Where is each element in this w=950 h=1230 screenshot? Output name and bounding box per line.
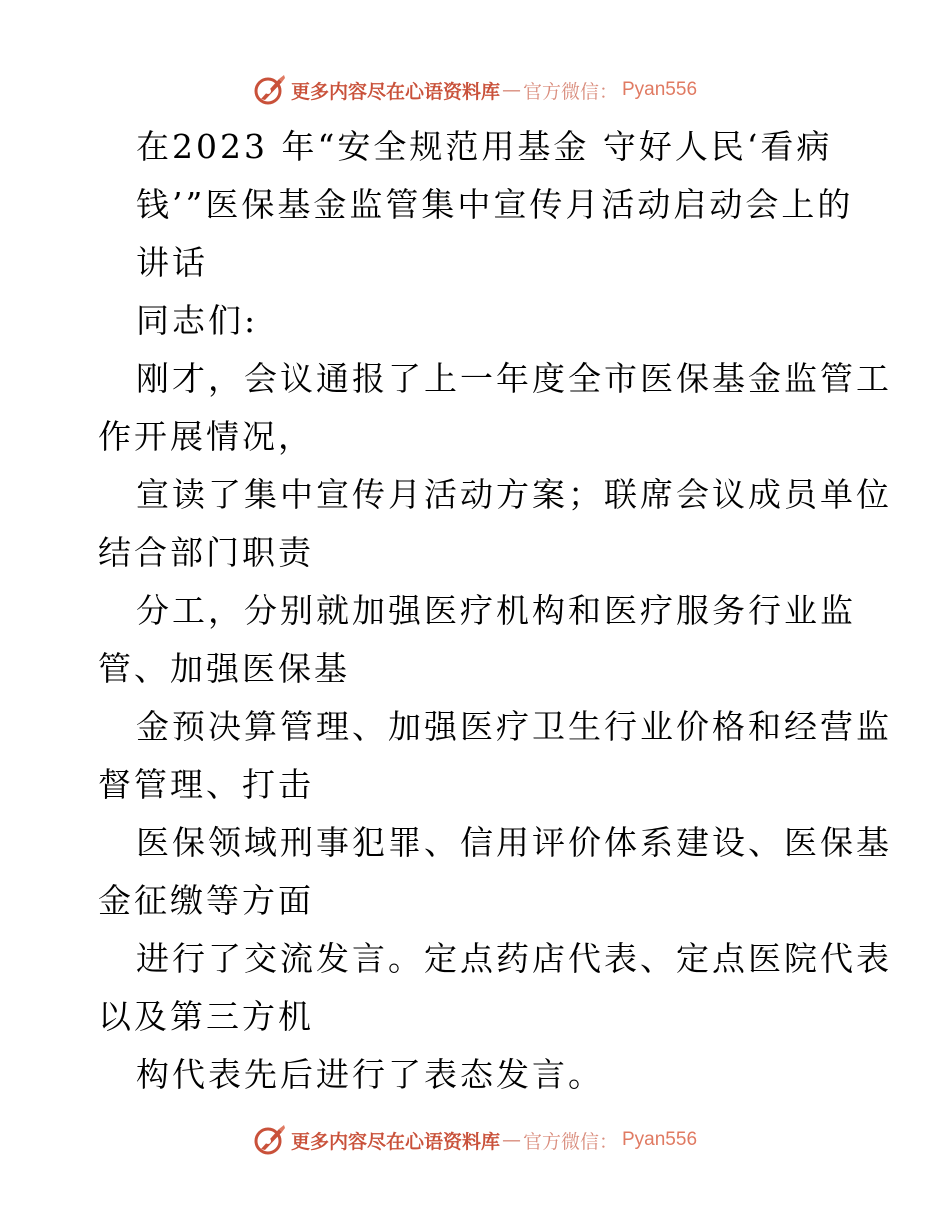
text-line: 在2023 年“安全规范用基金 守好人民‘看病: [136, 127, 833, 166]
document-body: [98, 118, 892, 1104]
watermark-brand: 更多内容尽在心语资料库: [290, 80, 500, 103]
text-line: 作开展情况，: [98, 417, 314, 456]
text-line: 刚才，会议通报了上一年度全市医保基金监管工: [136, 359, 892, 398]
text-line: 督管理、打击: [98, 765, 314, 804]
quill-logo-icon: [253, 1123, 287, 1157]
watermark-brand: 更多内容尽在心语资料库: [290, 1130, 500, 1153]
text-line: 分工，分别就加强医疗机构和医疗服务行业监: [136, 591, 856, 630]
quill-logo-icon: [253, 73, 287, 107]
text-line: 管、加强医保基: [98, 649, 350, 688]
watermark-account: Pyan556: [622, 1129, 698, 1150]
text-line: 金征缴等方面: [98, 881, 314, 920]
text-line: 金预决算管理、加强医疗卫生行业价格和经营监: [136, 707, 892, 746]
text-line: 结合部门职责: [98, 533, 314, 572]
text-line: 钱’”医保基金监管集中宣传月活动启动会上的: [136, 185, 854, 224]
text-line: 同志们:: [136, 301, 259, 340]
footer-watermark: [0, 1120, 950, 1160]
watermark-official: 官方微信：: [522, 1130, 618, 1153]
header-watermark: [0, 70, 950, 110]
watermark-official: 官方微信：: [522, 80, 618, 103]
text-line: 以及第三方机: [98, 997, 314, 1036]
text-line: 进行了交流发言。定点药店代表、定点医院代表: [136, 939, 892, 978]
text-line: 宣读了集中宣传月活动方案；联席会议成员单位: [136, 475, 892, 514]
text-line: 构代表先后进行了表态发言。: [136, 1055, 604, 1094]
watermark-dash: —: [501, 1129, 521, 1151]
text-line: 讲话: [136, 243, 208, 282]
watermark-dash: —: [501, 79, 521, 101]
watermark-account: Pyan556: [622, 79, 698, 100]
text-line: 医保领域刑事犯罪、信用评价体系建设、医保基: [136, 823, 892, 862]
